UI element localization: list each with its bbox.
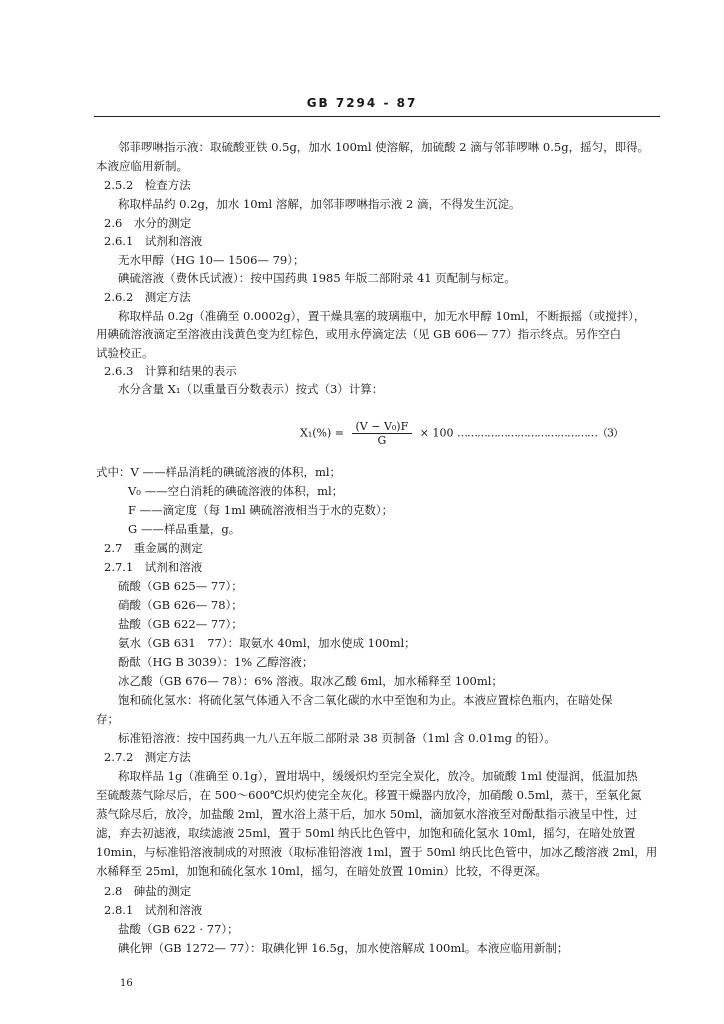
section-heading: 2.6.1 试剂和溶液: [104, 234, 203, 248]
section-heading: 2.6.2 测定方法: [104, 290, 191, 304]
page-header: GB 7294 - 87: [306, 96, 418, 110]
section-heading: 2.7 重金属的测定: [104, 541, 203, 555]
section-heading: 2.5.2 检查方法: [104, 178, 191, 192]
text-line: V₀ ——空白消耗的碘硫溶液的体积，ml；: [128, 484, 344, 498]
text-line: 硫酸（GB 625— 77）；: [118, 579, 243, 593]
text-line: 盐酸（GB 622 · 77）；: [118, 922, 239, 936]
text-line: 滤，弃去初滤液，取续滤液 25ml，置于 50ml 纳氏比色管中，加饱和硫化氢水 10ml，摇匀，在暗处放置: [96, 826, 636, 840]
text-line: 蒸气除尽后，放冷，加盐酸 2ml，置水浴上蒸干后，加水 50ml，滴加氨水溶液至对酚酞指示液呈中性，过: [96, 807, 638, 821]
text-line: 碘硫溶液（费休氏试液）：按中国药典 1985 年版二部附录 41 页配制与标定。: [118, 271, 516, 285]
text-line: 冰乙酸（GB 676— 78）：6% 溶液。取冰乙酸 6ml，加水稀释至 100ml；: [118, 674, 503, 688]
text-line: 本液应临用新制。: [96, 159, 188, 173]
text-line: 饱和硫化氢水：将硫化氢气体通入不含二氧化碳的水中至饱和为止。本液应置棕色瓶内，在暗处保: [118, 693, 613, 707]
text-line: 称取样品约 0.2g，加水 10ml 溶解，加邻菲啰啉指示液 2 滴，不得发生沉淀。: [118, 197, 521, 211]
section-heading: 2.7.2 测定方法: [104, 750, 191, 764]
text-line: 至硫酸蒸气除尽后，在 500～600℃炽灼使完全灰化。移置干燥器内放冷，加硝酸 0.5ml，蒸干，至氧化氮: [96, 788, 642, 802]
text-line: 存；: [96, 712, 119, 726]
equation-reference: ……………………………………（3）: [456, 426, 623, 440]
text-line: 称取样品 0.2g（准确至 0.0002g），置干燥具塞的玻璃瓶中，加无水甲醇 10ml，不断振摇（或搅拌），: [118, 309, 646, 323]
text-line: F ——滴定度（每 1ml 碘硫溶液相当于水的克数）；: [128, 503, 394, 517]
header-rule: [94, 116, 660, 117]
equation-fraction: [352, 420, 413, 447]
section-heading: 2.6 水分的测定: [104, 216, 192, 230]
text-line: 式中：V ——样品消耗的碘硫溶液的体积，ml；: [96, 465, 342, 479]
section-heading: 2.8.1 试剂和溶液: [104, 903, 203, 917]
text-line: 硝酸（GB 626— 78）；: [118, 598, 243, 612]
text-line: 用碘硫溶液滴定至溶液由浅黄色变为红棕色，或用永停滴定法（见 GB 606— 77）指示终点。另作空白: [96, 327, 622, 341]
text-line: 10min，与标准铅溶液制成的对照液（取标准铅溶液 1ml，置于 50ml 纳氏比色管中，加冰乙酸溶液 2ml，用: [96, 845, 658, 859]
text-line: 邻菲啰啉指示液：取硫酸亚铁 0.5g，加水 100ml 使溶解，加硫酸 2 滴与邻菲啰啉 0.5g，摇匀，即得。: [118, 140, 650, 154]
text-line: 盐酸（GB 622— 77）；: [118, 617, 243, 631]
text-line: 称取样品 1g（准确至 0.1g），置坩埚中，缓缓炽灼至完全炭化，放冷。加硫酸 1ml 使湿润，低温加热: [118, 769, 638, 783]
text-line: 标准铅溶液：按中国药典一九八五年版二部附录 38 页制备（1ml 含 0.01mg 的铅）。: [118, 731, 556, 745]
text-line: G ——样品重量，g。: [128, 522, 241, 536]
section-heading: 2.6.3 计算和结果的表示: [104, 364, 237, 378]
page-number: 16: [120, 978, 133, 989]
text-line: 碘化钾（GB 1272— 77）：取碘化钾 16.5g，加水使溶解成 100ml。本液应临用新制；: [118, 941, 569, 955]
text-line: 氨水（GB 631 77）：取氨水 40ml，加水使成 100ml；: [118, 636, 416, 650]
text-line: 试验校正。: [96, 346, 154, 360]
text-line: 无水甲醇（HG 10— 1506— 79）；: [118, 253, 305, 267]
text-line: 水稀释至 25ml，加饱和硫化氢水 10ml，摇匀，在暗处放置 10min）比较，不得更深。: [96, 864, 548, 878]
text-line: 水分含量 X₁（以重量百分数表示）按式（3）计算：: [118, 382, 384, 396]
equation-rhs: × 100: [419, 426, 454, 440]
equation-numerator: (V − V₀)F: [352, 420, 413, 434]
section-heading: 2.8 砷盐的测定: [104, 884, 192, 898]
equation-lhs: X₁(%) =: [300, 426, 344, 440]
section-heading: 2.7.1 试剂和溶液: [104, 560, 203, 574]
equation-denominator: G: [377, 434, 387, 447]
text-line: 酚酞（HG B 3039）：1% 乙醇溶液；: [118, 655, 314, 669]
equation-3: [300, 420, 623, 447]
